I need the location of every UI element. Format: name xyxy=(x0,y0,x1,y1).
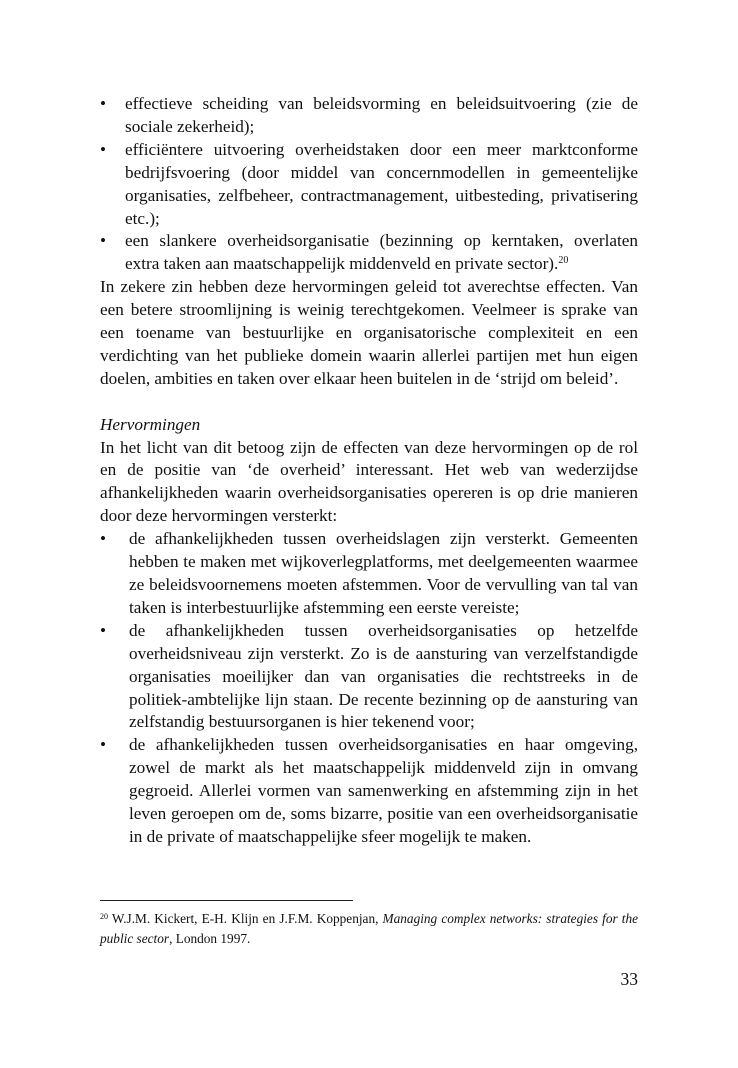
footnote-authors: W.J.M. Kickert, E-H. Klijn en J.F.M. Koppenjan, xyxy=(111,911,379,926)
footnote-divider xyxy=(100,900,353,901)
list-item-text: een slankere overheidsorganisatie (bezinning op kerntaken, overlaten extra taken aan maatschappelijk middenveld en private sector). xyxy=(125,231,638,274)
bullet-icon: • xyxy=(100,231,107,251)
list-item xyxy=(100,230,638,276)
page-number: 33 xyxy=(620,969,638,989)
bullet-icon: • xyxy=(100,529,107,549)
footnote-title: Managing complex networks: strategies for the public sector xyxy=(100,911,638,946)
section-heading: Hervormingen xyxy=(100,414,201,434)
bullet-icon: • xyxy=(100,139,107,159)
list-item-text: efficiëntere uitvoering overheidstaken door een meer marktconforme bedrijfsvoering (door middel van concernmodellen in gemeentelijke organisaties, zelfbeheer, contractmanagement, uitbesteding, privatisering etc.); xyxy=(125,139,638,228)
list-item-text: effectieve scheiding van beleidsvorming en beleidsuitvoering (zie de sociale zekerheid); xyxy=(125,94,638,136)
list-item xyxy=(100,734,638,849)
reform-goals-list xyxy=(100,93,638,276)
page-body xyxy=(100,93,638,849)
paragraph: In zekere zin hebben deze hervormingen geleid tot averechtse effecten. Van een betere stroomlijning is weinig terechtgekomen. Veelmeer is sprake van een toename van bestuurlijke en organisatorische complexiteit en een verdichting van het publieke domein waarin allerlei partijen met hun eigen doelen, ambities en taken over elkaar heen buitelen in de ‘strijd om beleid’. xyxy=(100,277,638,388)
paragraph-spacer xyxy=(100,391,638,414)
footnote-number: 20 xyxy=(100,912,108,921)
paragraph: In het licht van dit betoog zijn de effecten van deze hervormingen op de rol en de positie van ‘de overheid’ interessant. Het web van wederzijdse afhankelijkheden waarin overheidsorganisaties opereren is op drie manieren door deze hervormingen versterkt: xyxy=(100,437,638,526)
list-item-text: de afhankelijkheden tussen overheidsorganisaties en haar omgeving, zowel de markt als het maatschappelijk middenveld zijn in omvang gegroeid. Allerlei vormen van samenwerking en afstemming zijn in het leven geroepen om de, soms bizarre, positie van een overheidsorganisatie in de private of maatschappelijke sfeer mogelijk te maken. xyxy=(129,735,638,846)
bullet-icon: • xyxy=(100,620,107,640)
list-item-text: de afhankelijkheden tussen overheidslagen zijn versterkt. Gemeenten hebben te maken met wijkoverlegplatforms, met deelgemeenten waarmee ze beleidsvoornemens moeten afstemmen. Voor de vervulling van tal van taken is interbestuurlijke afstemming een eerste vereiste; xyxy=(129,529,638,617)
footnote xyxy=(100,909,638,949)
bullet-icon: • xyxy=(100,735,107,755)
footnote-publication: , London 1997. xyxy=(169,931,251,946)
list-item-text: de afhankelijkheden tussen overheidsorganisaties op hetzelfde overheidsniveau zijn versterkt. Zo is de aansturing van verzelfstandigde organisaties moeilijker dan van organisaties die rechtstreeks in de politiek-ambtelijke lijn staan. De recente bezinning op de aansturing van zelfstandig bestuursorganen is hier tekenend voor; xyxy=(129,620,638,732)
list-item xyxy=(100,139,638,231)
dependencies-list xyxy=(100,528,638,849)
bullet-icon: • xyxy=(100,94,107,113)
footnote-reference[interactable]: 20 xyxy=(558,255,569,267)
list-item xyxy=(100,620,638,735)
list-item xyxy=(100,93,638,139)
list-item xyxy=(100,528,638,620)
